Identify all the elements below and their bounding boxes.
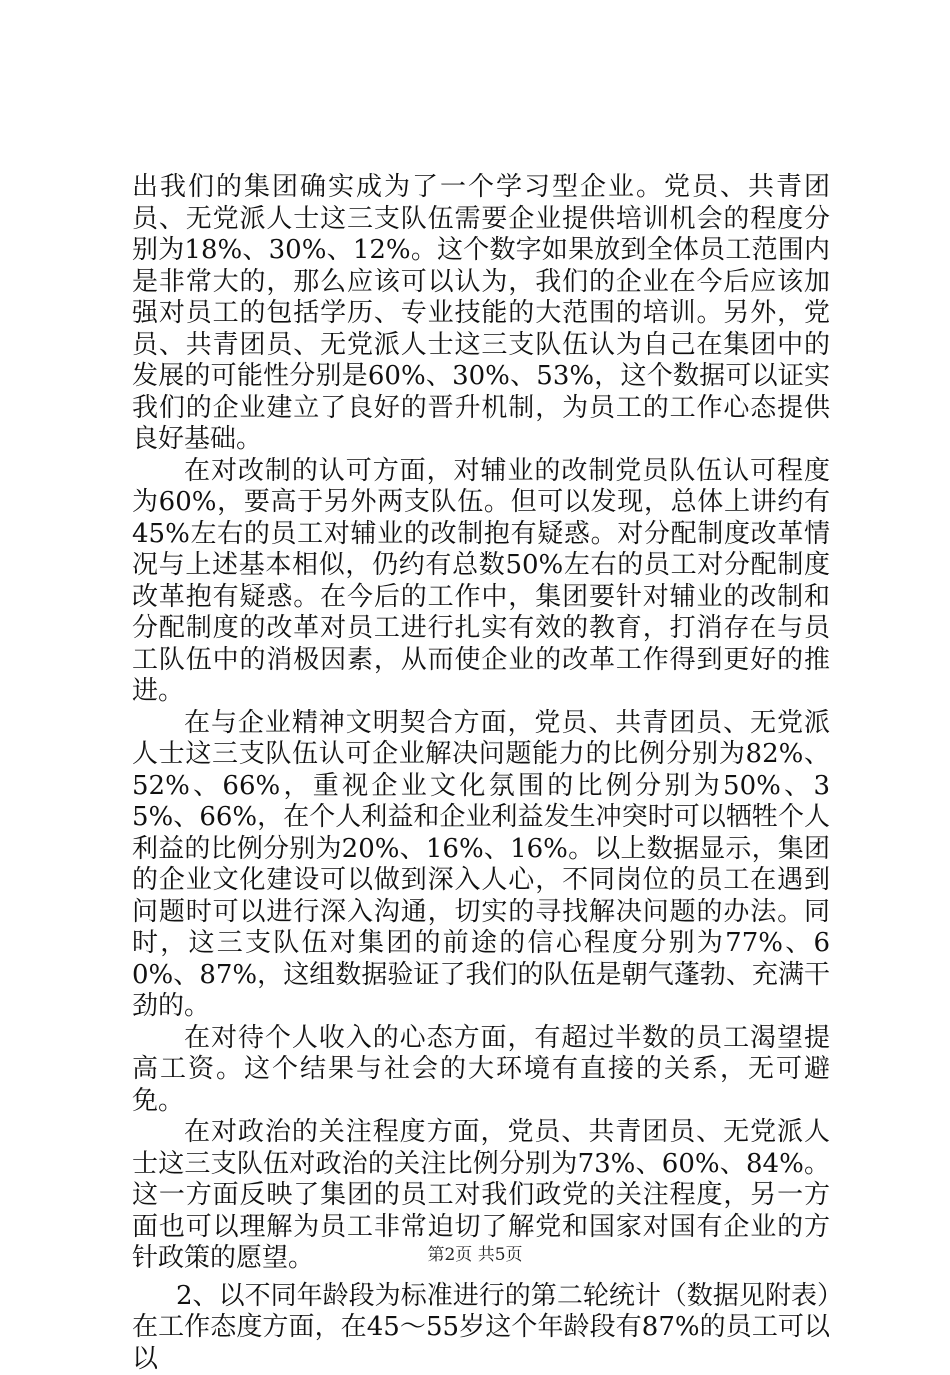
paragraph-political-attention: 在对政治的关注程度方面，党员、共青团员、无党派人士这三支队伍对政治的关注比例分别为73%、60%、84%。这一方面反映了集团的员工对我们政党的关注程度，另一方面也可以理解为员工非常迫切了解党和国家对国有企业的方针政策的愿望。 <box>132 1117 830 1275</box>
paragraph-reform-approval: 在对改制的认可方面，对辅业的改制党员队伍认可程度为60%，要高于另外两支队伍。但可以发现，总体上讲约有45%左右的员工对辅业的改制抱有疑惑。对分配制度改革情况与上述基本相似，仍约有总数50%左右的员工对分配制度改革抱有疑惑。在今后的工作中，集团要针对辅业的改制和分配制度的改革对员工进行扎实有效的教育，打消存在与员工队伍中的消极因素，从而使企业的改革工作得到更好的推进。 <box>132 456 830 708</box>
paragraph-learning-training: 出我们的集团确实成为了一个学习型企业。党员、共青团员、无党派人士这三支队伍需要企业提供培训机会的程度分别为18%、30%、12%。这个数字如果放到全体员工范围内是非常大的，那么应该可以认为，我们的企业在今后应该加强对员工的包括学历、专业技能的大范围的培训。另外，党员、共青团员、无党派人士这三支队伍认为自己在集团中的发展的可能性分别是60%、30%、53%，这个数据可以证实我们的企业建立了良好的晋升机制，为员工的工作心态提供良好基础。 <box>132 172 830 456</box>
paragraph-personal-income: 在对待个人收入的心态方面，有超过半数的员工渴望提高工资。这个结果与社会的大环境有直接的关系，无可避免。 <box>132 1023 830 1118</box>
page-number-footer: 第2页 共5页 <box>0 1245 950 1265</box>
body-text <box>132 172 830 1375</box>
paragraph-spiritual-civilization: 在与企业精神文明契合方面，党员、共青团员、无党派人士这三支队伍认可企业解决问题能力的比例分别为82%、52%、66%，重视企业文化氛围的比例分别为50%、35%、66%，在个人利益和企业利益发生冲突时可以牺牲个人利益的比例分别为20%、16%、16%。以上数据显示，集团的企业文化建设可以做到深入人心，不同岗位的员工在遇到问题时可以进行深入沟通，切实的寻找解决问题的办法。同时，这三支队伍对集团的前途的信心程度分别为77%、60%、87%，这组数据验证了我们的队伍是朝气蓬勃、充满干劲的。 <box>132 708 830 1023</box>
paragraph-age-group-statistics: 2、以不同年龄段为标准进行的第二轮统计（数据见附表）在工作态度方面，在45～55岁这个年龄段有87%的员工可以以 <box>132 1281 830 1375</box>
